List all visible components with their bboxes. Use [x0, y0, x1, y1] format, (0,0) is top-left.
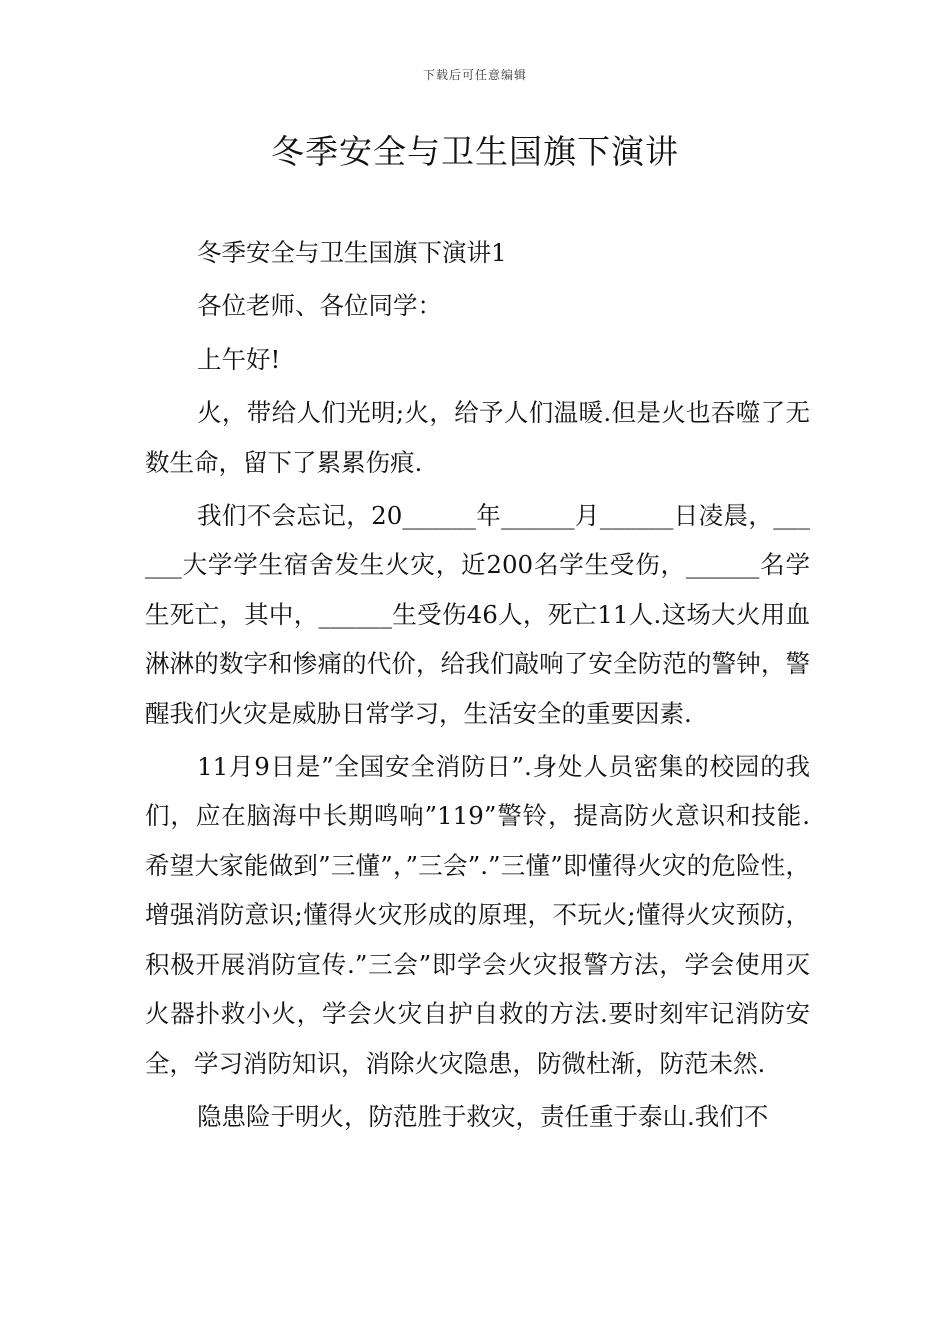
paragraph: 11月9日是”全国安全消防日”.身处人员密集的校园的我们，应在脑海中长期鸣响”119”警铃，提高防火意识和技能.希望大家能做到”三懂”，”三会”.”三懂”即懂得火灾的危险性，增强消防意识;懂得火灾形成的原理，不玩火;懂得火灾预防，积极开展消防宣传.”三会”即学会火灾报警方法，学会使用灭火器扑救小火，学会火灾自护自救的方法.要时刻牢记消防安全，学习消防知识，消除火灾隐患，防微杜渐，防范未然. [145, 752, 810, 1078]
document-body [145, 228, 810, 1145]
paragraph-greeting: 各位老师、各位同学： [197, 291, 442, 321]
paragraph: 我们不会忘记，20______年______月______日凌晨，______大学学生宿舍发生火灾，近200名学生受伤，______名学生死亡，其中，______生受伤46人，死亡11人.这场大火用血淋淋的数字和惨痛的代价，给我们敲响了安全防范的警钟，警醒我们火灾是威胁日常学习，生活安全的重要因素. [145, 501, 810, 728]
paragraph: 隐患险于明火，防范胜于救灾，责任重于泰山.我们不 [197, 1101, 769, 1131]
paragraph-subtitle: 冬季安全与卫生国旗下演讲1 [197, 238, 507, 267]
header-note: 下载后可任意编辑 [422, 68, 527, 82]
paragraph-salutation: 上午好! [197, 344, 281, 374]
paragraph: 火，带给人们光明;火，给予人们温暖.但是火也吞噬了无数生命，留下了累累伤痕. [145, 398, 810, 477]
document-title: 冬季安全与卫生国旗下演讲 [271, 132, 679, 171]
